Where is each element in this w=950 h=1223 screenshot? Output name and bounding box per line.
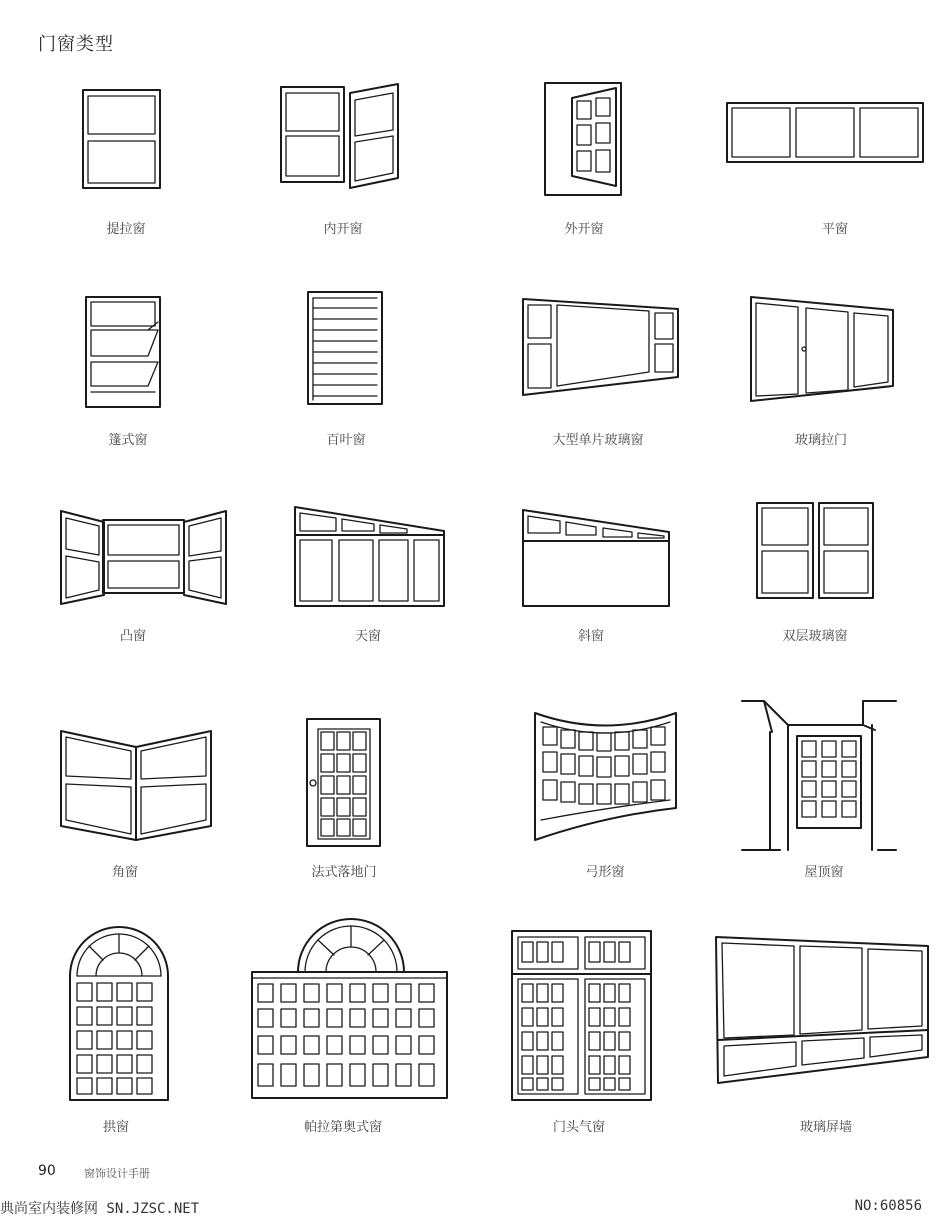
louver-window-drawing bbox=[308, 292, 382, 404]
watermark-number: NO:60856 bbox=[854, 1198, 922, 1214]
window-label: 双层玻璃窗 bbox=[782, 629, 848, 644]
window-label: 天窗 bbox=[354, 629, 382, 644]
page-number: 90 bbox=[38, 1163, 56, 1179]
window-label: 帕拉第奥式窗 bbox=[303, 1120, 383, 1135]
window-label: 提拉窗 bbox=[106, 222, 146, 237]
french-door-drawing bbox=[307, 719, 380, 846]
window-label: 百叶窗 bbox=[326, 433, 366, 448]
outward-casement-drawing bbox=[545, 83, 621, 195]
window-label: 斜窗 bbox=[577, 629, 605, 644]
sliding-glass-door-drawing bbox=[751, 297, 893, 401]
window-label: 大型单片玻璃窗 bbox=[552, 433, 644, 448]
awning-window-drawing bbox=[86, 297, 160, 407]
sash-window-drawing bbox=[83, 90, 160, 188]
window-label: 弓形窗 bbox=[585, 865, 625, 880]
window-label: 角窗 bbox=[111, 865, 139, 880]
dormer-window-drawing bbox=[742, 701, 896, 850]
window-label: 屋顶窗 bbox=[804, 865, 844, 880]
book-title: 窗饰设计手册 bbox=[84, 1167, 150, 1180]
window-label: 玻璃屏墙 bbox=[799, 1120, 853, 1135]
window-label: 篷式窗 bbox=[108, 433, 148, 448]
skylight-window-drawing bbox=[295, 507, 444, 606]
window-label: 门头气窗 bbox=[552, 1120, 606, 1135]
inward-casement-drawing bbox=[281, 84, 398, 188]
double-glazed-window-drawing bbox=[757, 503, 873, 598]
glass-curtain-wall-drawing bbox=[716, 937, 928, 1083]
window-label: 平窗 bbox=[821, 222, 849, 237]
window-label: 拱窗 bbox=[102, 1120, 130, 1135]
page-title: 门窗类型 bbox=[38, 34, 114, 55]
watermark-site: 典尚室内装修网 SN.JZSC.NET bbox=[0, 1201, 200, 1217]
transom-window-drawing bbox=[512, 931, 651, 1100]
window-label: 玻璃拉门 bbox=[794, 433, 848, 448]
window-label: 内开窗 bbox=[323, 222, 363, 237]
window-label: 外开窗 bbox=[564, 222, 604, 237]
slanted-window-drawing bbox=[523, 510, 669, 606]
large-picture-window-drawing bbox=[523, 299, 678, 395]
bow-window-drawing bbox=[535, 713, 676, 840]
window-label: 凸窗 bbox=[119, 629, 147, 644]
window-label: 法式落地门 bbox=[311, 865, 377, 880]
bay-window-drawing bbox=[61, 511, 226, 604]
arched-window-drawing bbox=[70, 927, 168, 1100]
corner-window-drawing bbox=[61, 731, 211, 840]
fixed-window-drawing bbox=[727, 103, 923, 162]
palladian-window-drawing bbox=[252, 919, 447, 1098]
